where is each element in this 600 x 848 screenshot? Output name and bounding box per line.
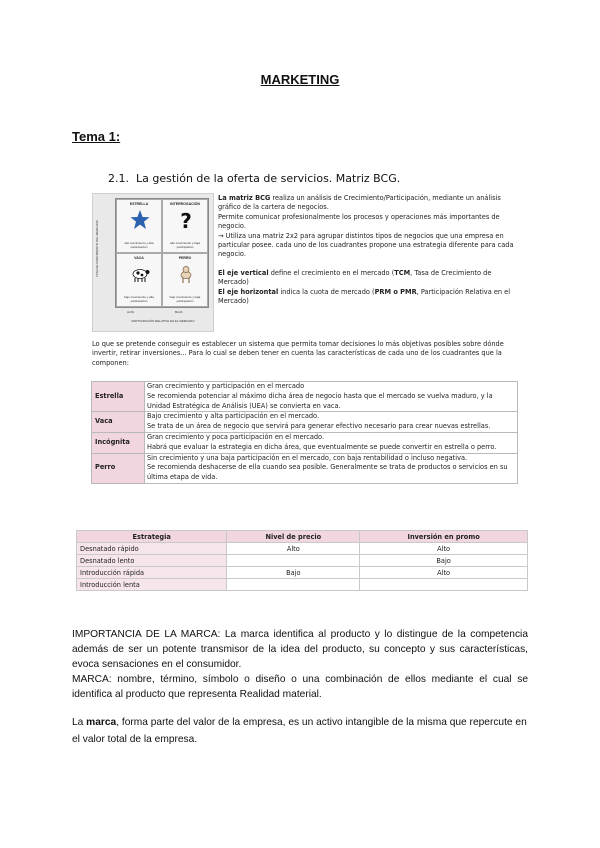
quadrant-name: Incógnita — [92, 432, 145, 453]
quadrant-line: Se trata de un área de negocio que servirá para generar efectivo necesario para crear nuevas estrellas. — [147, 422, 491, 431]
price-cell — [227, 555, 360, 567]
promo-cell: Alto — [360, 567, 528, 579]
bcg-description — [218, 194, 518, 306]
brand-text: La — [72, 717, 87, 728]
bcg-x-axis-label: PARTICIPACIÓN RELATIVA EN EL MERCADO — [131, 319, 195, 323]
quadrant-name: Vaca — [92, 412, 145, 433]
brand-section — [72, 627, 528, 702]
quadrant-line: Bajo crecimiento y alta participación en el mercado. — [147, 412, 320, 421]
table-row — [77, 579, 528, 591]
table-row — [77, 567, 528, 579]
quadrant-line: Gran crecimiento y participación en el mercado — [147, 382, 305, 390]
intro-paragraph: Lo que se pretende conseguir es establecer un sistema que permita tomar decisiones lo más objetivas posibles sobre dónde invertir, retirar inversiones... Para lo cual se deben tener en cuenta las características de cada uno de los cuadrantes que la componen: — [92, 340, 504, 367]
bcg-quadrant-title: INTERROGACIÓN — [170, 202, 200, 206]
bcg-quadrant-caption: bajo crecimiento y baja participación — [169, 295, 201, 303]
bcg-quadrant-question — [162, 199, 208, 253]
table-row — [92, 453, 518, 483]
quadrant-desc — [145, 382, 518, 412]
cow-icon — [130, 263, 150, 285]
desc-text: , Participación Relativa en el Mercado) — [218, 287, 511, 306]
section-title: La gestión de la oferta de servicios. Matriz BCG. — [136, 172, 401, 185]
quadrant-line: Gran crecimiento y poca participación en el mercado. — [147, 432, 325, 441]
table-row — [77, 543, 528, 555]
quadrant-line: Se recomienda potenciar al máximo dicha área de negocio hasta que el mercado se vuelva maduro, y la Unidad Estratégica de Análisis (UEA) se convierta en vaca. — [147, 391, 493, 410]
section-heading — [108, 172, 400, 185]
quadrant-desc — [145, 432, 518, 453]
desc-bold: El eje vertical — [218, 268, 269, 277]
desc-text: realiza un análisis de Crecimiento/Participación, mediante un análisis gráfico de la cartera de negocios. — [218, 194, 501, 212]
question-icon — [176, 209, 196, 231]
desc-bold: PRM o PMR — [374, 287, 417, 296]
price-cell: Bajo — [227, 567, 360, 579]
quadrant-table — [91, 381, 518, 484]
promo-cell — [360, 579, 528, 591]
desc-text: indica la cuota de mercado ( — [278, 287, 375, 296]
quadrant-name: Perro — [92, 453, 145, 483]
brand-bold: marca — [86, 717, 117, 728]
quadrant-line: Habrá que evaluar la estrategia en dicha área, que eventualmente se puede convertir en estrella o perro. — [147, 442, 497, 451]
topic-heading: Tema 1: — [72, 129, 121, 144]
strategy-cell: Desnatado rápido — [77, 543, 227, 555]
bcg-quadrant-cow — [116, 253, 162, 307]
desc-bold: La matriz BCG — [218, 194, 271, 202]
desc-paragraph — [218, 194, 518, 213]
brand-value-paragraph — [72, 714, 528, 748]
bcg-quadrant-caption: alto crecimiento y baja participación — [170, 241, 200, 249]
table-header-row — [77, 531, 528, 543]
column-header: Inversión en promo — [360, 531, 528, 543]
section-number: 2.1. — [108, 172, 129, 185]
desc-vertical-axis — [218, 269, 518, 288]
bcg-x-tick: ALTA — [127, 310, 135, 314]
bcg-quadrant-title: ESTRELLA — [129, 202, 149, 206]
desc-bold: TCM — [394, 268, 411, 277]
brand-definition-paragraph: MARCA: nombre, término, símbolo o diseño o una combinación de ellos mediante el cual se identifica al producto que representa Realidad material. — [72, 674, 528, 700]
table-row — [92, 382, 518, 412]
bcg-x-tick: BAJA — [175, 310, 183, 314]
quadrant-desc — [145, 453, 518, 483]
bcg-quadrant-caption: bajo crecimiento y alta participación — [124, 295, 154, 303]
strategy-cell: Desnatado lento — [77, 555, 227, 567]
bcg-quadrant-star — [116, 199, 162, 253]
bcg-quadrant-title: VACA — [134, 256, 144, 260]
promo-cell: Alto — [360, 543, 528, 555]
quadrant-line: Se recomienda deshacerse de ella cuando sea posible. Generalmente se trata de productos o servicios en su última etapa de vida. — [147, 463, 508, 482]
bcg-matrix-figure — [92, 193, 214, 332]
table-row — [92, 412, 518, 433]
strategy-table — [76, 530, 528, 591]
column-header: Estrategia — [77, 531, 227, 543]
desc-paragraph: → Utiliza una matriz 2x2 para agrupar distintos tipos de negocios que una empresa en particular posee. cada uno de los cuadrantes propone una estrategia diferente para cada negocio. — [218, 231, 514, 259]
bcg-quadrant-caption: alto crecimiento y alta participación — [124, 241, 154, 249]
quadrant-desc — [145, 412, 518, 433]
bcg-y-axis-label: TASA DE CRECIMIENTO DEL MERCADO — [95, 220, 99, 278]
brand-importance-paragraph: IMPORTANCIA DE LA MARCA: La marca identifica al producto y lo distingue de la competencia además de ser un potente transmisor de la idea del producto, su concepto y sus características, evoca sensaciones en el consumidor. — [72, 629, 528, 670]
bcg-quadrant-dog — [162, 253, 208, 307]
bcg-quadrant-title: PERRO — [178, 256, 192, 260]
quadrant-name: Estrella — [92, 382, 145, 412]
promo-cell: Bajo — [360, 555, 528, 567]
desc-horizontal-axis — [218, 288, 518, 307]
price-cell — [227, 579, 360, 591]
desc-text: , Tasa de Crecimiento de Mercado) — [218, 268, 492, 287]
desc-paragraph: Permite comunicar profesionalmente los procesos y operaciones más importantes de negocio. — [218, 212, 500, 231]
table-row — [77, 555, 528, 567]
bcg-grid — [115, 198, 209, 308]
price-cell: Alto — [227, 543, 360, 555]
strategy-cell: Introducción rápida — [77, 567, 227, 579]
desc-text: define el crecimiento en el mercado ( — [268, 268, 395, 277]
document-title: MARKETING — [260, 72, 340, 87]
strategy-cell: Introducción lenta — [77, 579, 227, 591]
brand-text: , forma parte del valor de la empresa, es un activo intangible de la misma que repercute en el valor total de la empresa. — [72, 717, 527, 745]
star-icon — [130, 209, 150, 231]
table-row — [92, 432, 518, 453]
dog-icon — [176, 263, 196, 285]
column-header: Nivel de precio — [227, 531, 360, 543]
svg-text:?: ? — [180, 209, 192, 231]
quadrant-line: Sin crecimiento y una baja participación en el mercado, con baja rentabilidad o incluso negativa. — [147, 453, 468, 462]
desc-bold: El eje horizontal — [218, 287, 279, 296]
